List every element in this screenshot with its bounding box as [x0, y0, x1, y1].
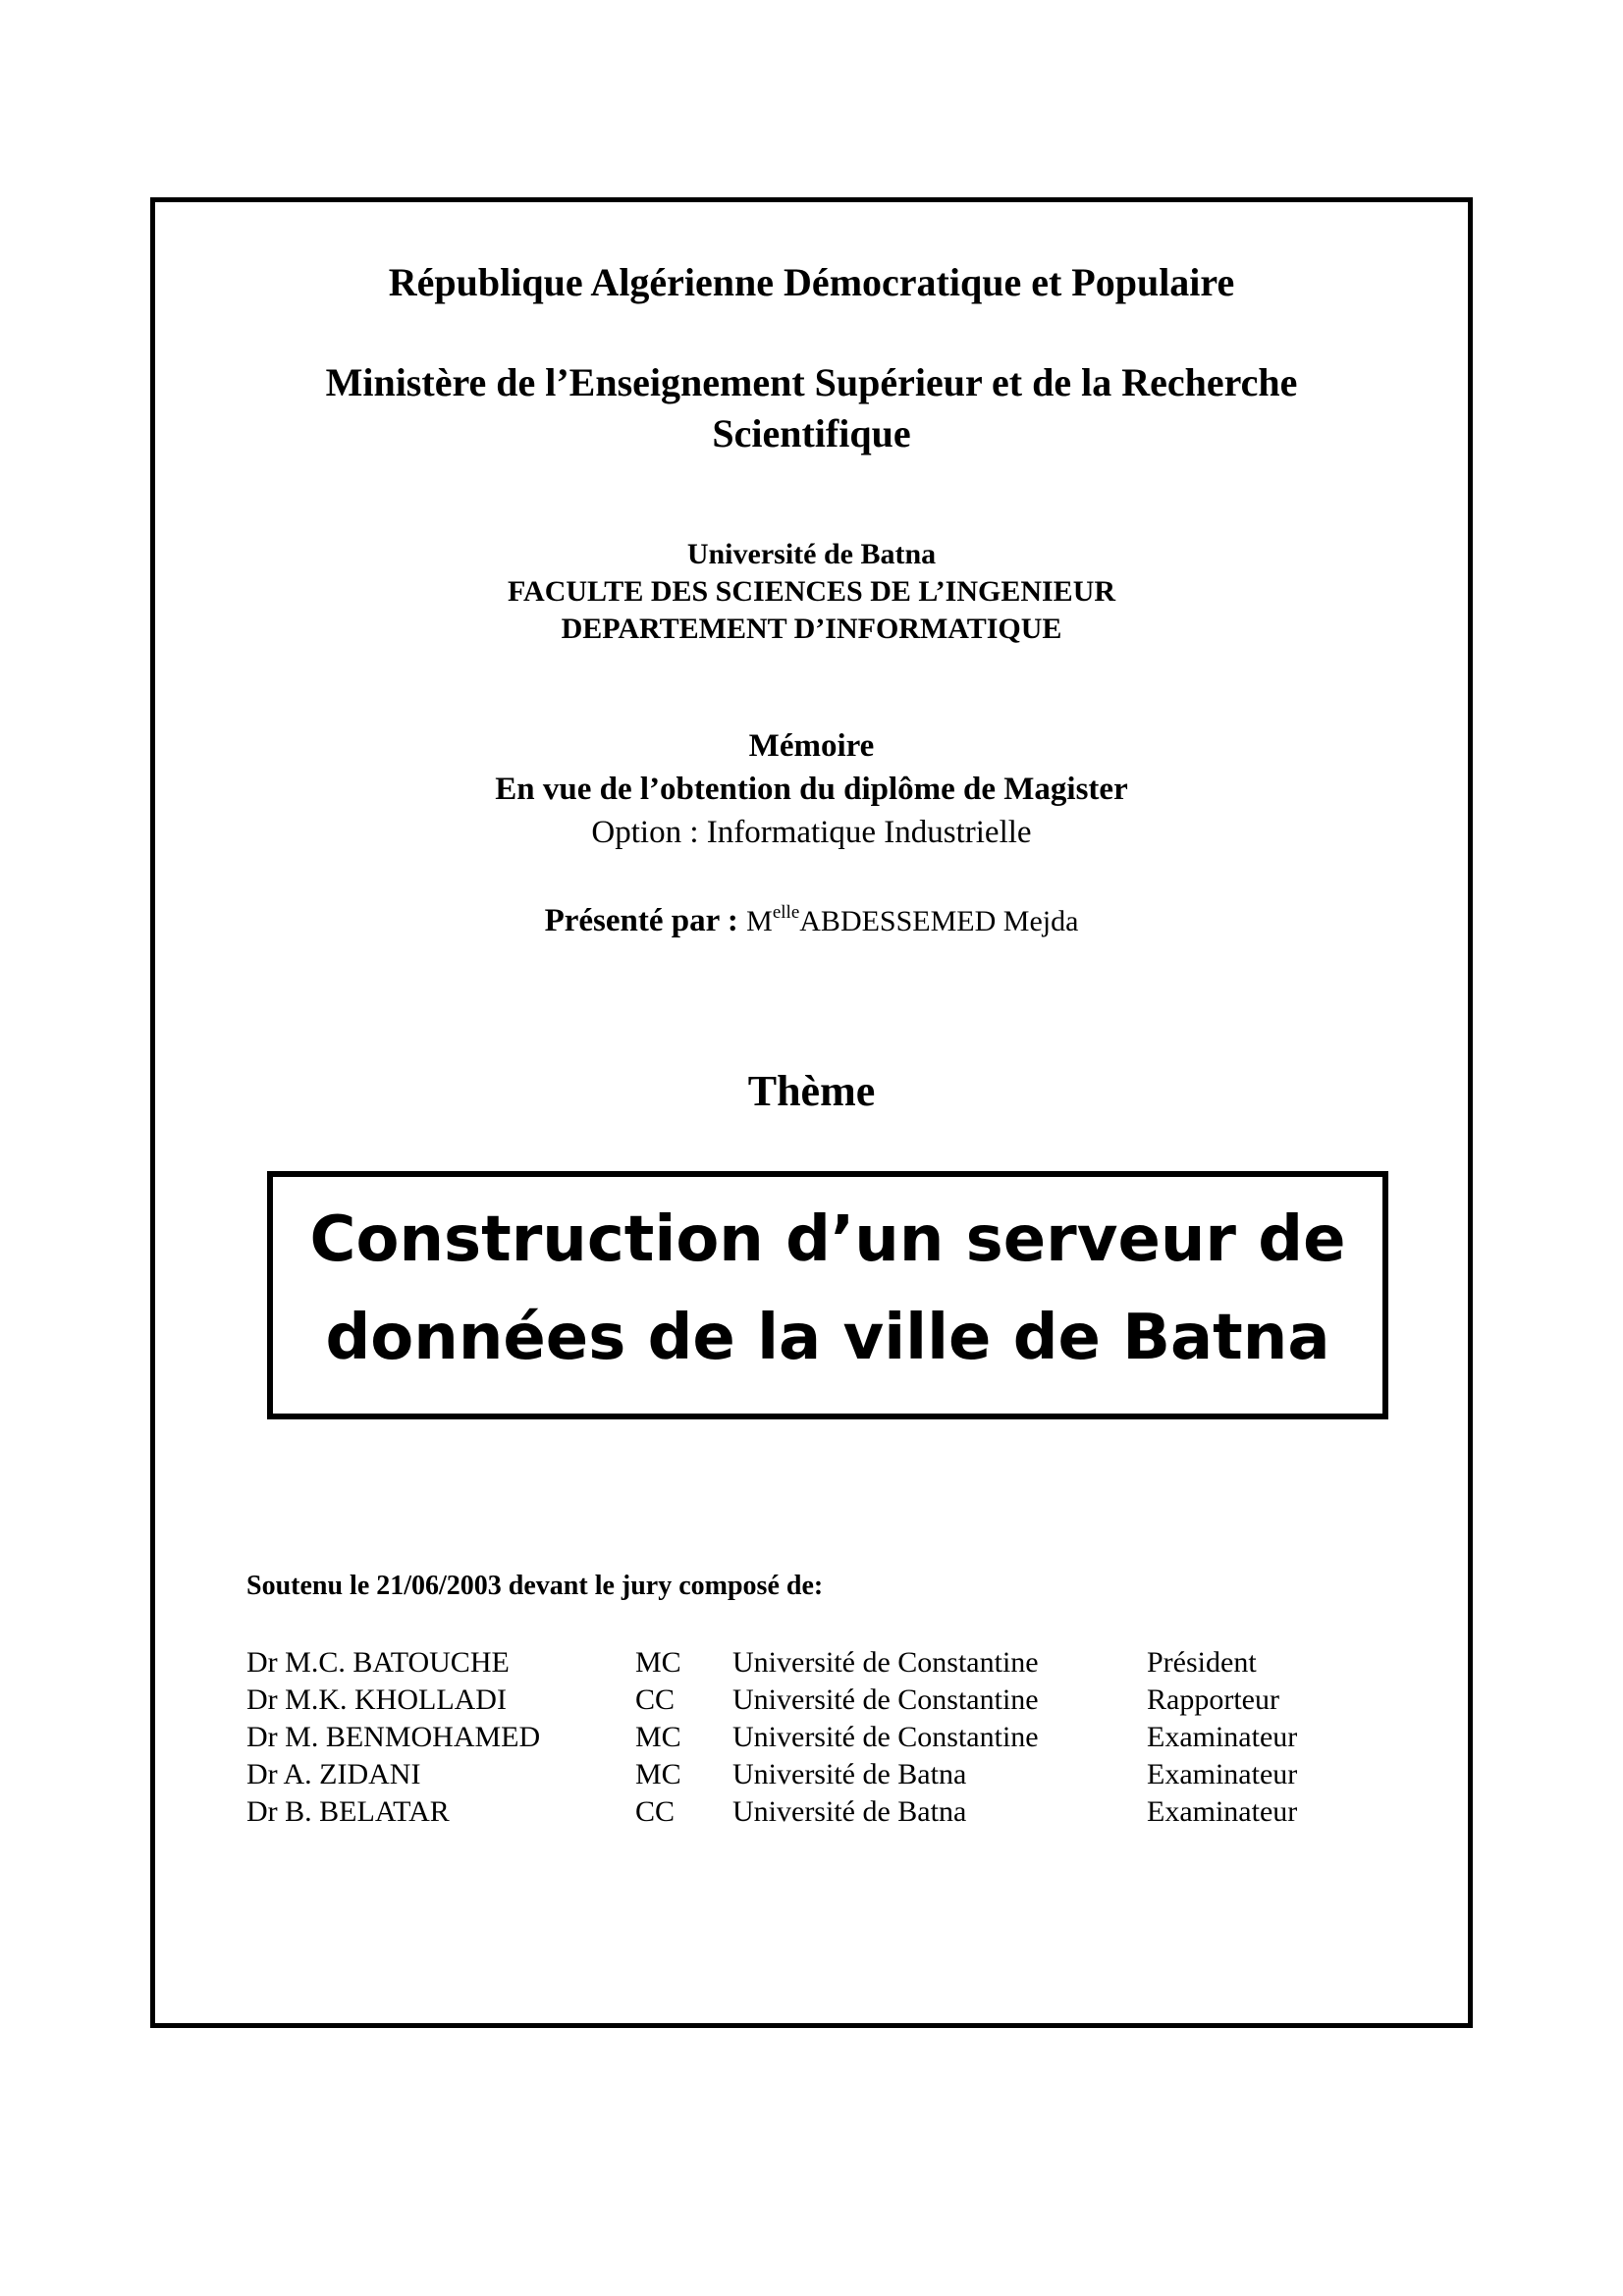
memoire-title: Mémoire — [748, 728, 875, 764]
jury-member-university: Université de Constantine — [732, 1721, 1039, 1753]
jury-member-university: Université de Batna — [732, 1795, 967, 1828]
jury-member-grade: MC — [635, 1646, 681, 1679]
jury-member-name: Dr A. ZIDANI — [246, 1758, 421, 1790]
memoire-option: Option : Informatique Industrielle — [591, 815, 1032, 850]
ministry-heading-line1: Ministère de l’Enseignement Supérieur et de la Recherche — [325, 360, 1298, 404]
jury-member-grade: MC — [635, 1758, 681, 1790]
defense-statement: Soutenu le 21/06/2003 devant le jury composé de: — [246, 1571, 824, 1601]
presenter-honorific-sup: elle — [772, 902, 800, 923]
jury-member-university: Université de Constantine — [732, 1683, 1039, 1716]
jury-member-name: Dr B. BELATAR — [246, 1795, 450, 1828]
presenter-honorific: M — [746, 905, 773, 937]
jury-member-university: Université de Batna — [732, 1758, 967, 1790]
jury-member-name: Dr M.C. BATOUCHE — [246, 1646, 510, 1679]
jury-member-university: Université de Constantine — [732, 1646, 1039, 1679]
jury-member-grade: CC — [635, 1795, 676, 1828]
jury-member-role: Examinateur — [1147, 1758, 1298, 1790]
theme-label: Thème — [747, 1067, 876, 1115]
jury-member-name: Dr M.K. KHOLLADI — [246, 1683, 507, 1716]
memoire-purpose: En vue de l’obtention du diplôme de Magister — [495, 772, 1128, 807]
faculty-name: FACULTE DES SCIENCES DE L’INGENIEUR — [507, 575, 1116, 608]
jury-member-role: Président — [1147, 1646, 1257, 1679]
presenter-label: Présenté par : — [544, 903, 738, 938]
presenter-name: ABDESSEMED Mejda — [799, 905, 1079, 937]
university-name: Université de Batna — [686, 538, 937, 570]
jury-member-name: Dr M. BENMOHAMED — [246, 1721, 541, 1753]
jury-member-role: Rapporteur — [1147, 1683, 1279, 1716]
republic-heading: République Algérienne Démocratique et Populaire — [388, 260, 1235, 304]
jury-member-role: Examinateur — [1147, 1795, 1298, 1828]
department-name: DEPARTEMENT D’INFORMATIQUE — [561, 613, 1062, 645]
jury-member-grade: CC — [635, 1683, 676, 1716]
ministry-heading-line2: Scientifique — [712, 411, 911, 455]
presenter-line — [0, 899, 1623, 943]
jury-member-grade: MC — [635, 1721, 681, 1753]
thesis-title-box — [267, 1171, 1388, 1419]
jury-member-role: Examinateur — [1147, 1721, 1298, 1753]
thesis-title-line2: données de la ville de Batna — [325, 1302, 1330, 1374]
thesis-title-line1: Construction d’un serveur de — [309, 1203, 1346, 1276]
